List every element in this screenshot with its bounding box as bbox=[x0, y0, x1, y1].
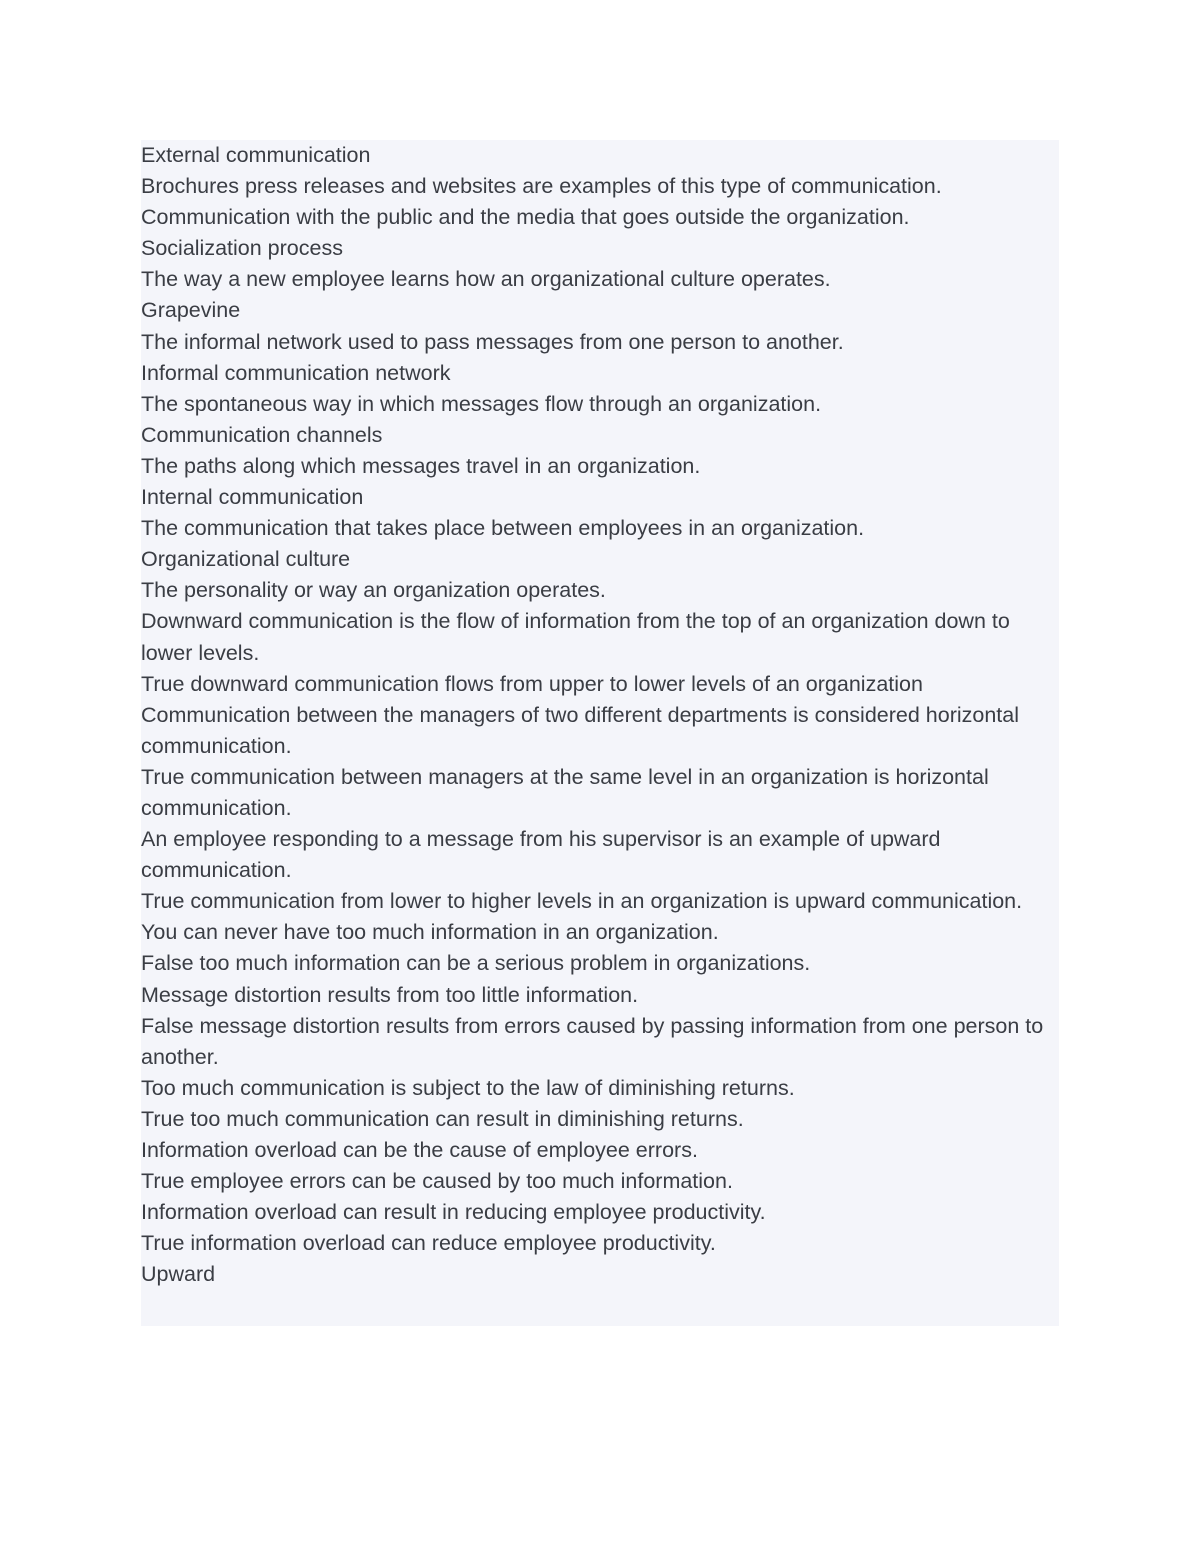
text-line: True information overload can reduce employee productivity. bbox=[141, 1231, 716, 1256]
text-line: Organizational culture bbox=[141, 547, 351, 572]
text-line: Internal communication bbox=[141, 485, 364, 510]
text-line: Information overload can be the cause of employee errors. bbox=[141, 1138, 698, 1162]
text-line: Informal communication network bbox=[141, 360, 451, 385]
text-line: Socialization process bbox=[141, 236, 343, 261]
text-line: True communication between managers at the same level in an organization is horizontal communication. bbox=[141, 764, 989, 820]
text-line: The paths along which messages travel in an organization. bbox=[141, 453, 701, 478]
text-line: Upward bbox=[141, 1262, 216, 1287]
text-line: False message distortion results from errors caused by passing information from one person to another. bbox=[141, 1013, 1044, 1069]
text-line: Information overload can result in reducing employee productivity. bbox=[141, 1200, 766, 1225]
text-line: Downward communication is the flow of information from the top of an organization down to lower levels. bbox=[141, 609, 1010, 665]
text-line: False too much information can be a serious problem in organizations. bbox=[141, 951, 811, 976]
text-line: Brochures press releases and websites are examples of this type of communication. bbox=[141, 174, 942, 199]
text-line: The personality or way an organization operates. bbox=[141, 578, 606, 603]
text-line: You can never have too much information in an organization. bbox=[141, 920, 719, 945]
text-line: The spontaneous way in which messages flow through an organization. bbox=[141, 391, 822, 416]
text-block bbox=[141, 140, 1059, 1326]
text-line: Communication with the public and the media that goes outside the organization. bbox=[141, 205, 910, 230]
text-line: True downward communication flows from upper to lower levels of an organization bbox=[141, 671, 923, 696]
text-line: True communication from lower to higher levels in an organization is upward communication. bbox=[141, 889, 1023, 914]
text-line: Communication between the managers of two different departments is considered horizontal communication. bbox=[141, 702, 1020, 758]
text-line: True too much communication can result in diminishing returns. bbox=[141, 1106, 744, 1131]
text-line: Communication channels bbox=[141, 422, 383, 447]
text-line: The communication that takes place between employees in an organization. bbox=[141, 516, 865, 541]
text-line: The way a new employee learns how an organizational culture operates. bbox=[141, 267, 831, 292]
text-line: Too much communication is subject to the law of diminishing returns. bbox=[141, 1075, 795, 1100]
text-line: External communication bbox=[141, 143, 371, 167]
text-line: The informal network used to pass messages from one person to another. bbox=[141, 329, 844, 354]
text-line: True employee errors can be caused by too much information. bbox=[141, 1169, 733, 1194]
text-line: Grapevine bbox=[141, 298, 241, 323]
text-line: Message distortion results from too little information. bbox=[141, 982, 639, 1007]
text-line: An employee responding to a message from his supervisor is an example of upward communication. bbox=[141, 827, 941, 883]
